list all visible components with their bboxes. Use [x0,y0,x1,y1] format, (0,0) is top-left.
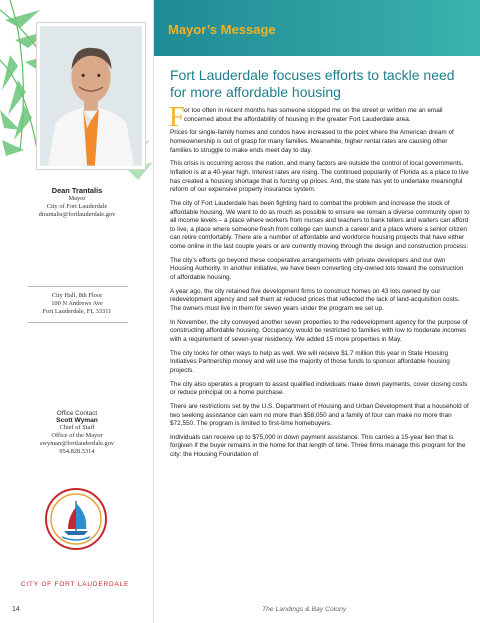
mayor-org: City of Fort Lauderdale [46,203,108,210]
paragraph: Prices for single-family homes and condos have increased to the point where the American dream of homeownership is out of grasp for many families. Meanwhile, higher rental rates are causing other families to struggle to make ends meet day to day. [170,129,454,154]
address-line-3: Fort Lauderdale, FL 33311 [42,308,112,315]
contact-office: Office of the Mayor [51,432,103,439]
sidebar [0,0,153,623]
paragraph: A year ago, the city retained five development firms to construct homes on 43 lots owned by our redevelopment agency and sell them at reduced prices that reflected the lack of land-acquisition costs. The owners must live in them for seven years under the program we set up. [170,287,460,312]
mayor-title: Mayor [68,195,86,202]
paragraph: The city also operates a program to assist qualified individuals make down payments, cover closing costs or reduce principal on a home purchase. [170,380,468,397]
column-divider [153,0,154,623]
office-address [6,292,148,316]
header-band [154,0,480,56]
mayor-name: Dean Trantalis [51,186,103,195]
paragraph: The city of Fort Lauderdale has been fighting hard to combat the problem and increase the stock of affordable housing. We want to do as much as possible to ensure we remain a diverse community open to all income levels – a place where workers from nurses and teachers to bank tellers and waiters can afford to live, a place where someone fresh from college can launch a career and a place where a senior citizen can retire comfortably. There are a number of affordable and workforce housing projects that have either come online in the last couple years or are currently moving through the design and construction process: [170,199,470,250]
paragraph: There are restrictions set by the U.S. Department of Housing and Urban Development that a household of two seeking assistance can earn no more than $58,050 and a family of four can make no more than $72,550. The program is limited to first-time homebuyers. [170,402,469,428]
contact-title: Chief of Staff [59,424,95,431]
mayor-email[interactable]: dtrantalis@fortlauderdale.gov [38,211,116,218]
lead-text: or too often in recent months has someone stopped me on the street or written me an email concerned about the affordability of housing in the greater Fort Lauderdale area. [184,107,443,123]
city-name: CITY OF FORT LAUDERDALE [20,581,130,588]
paragraph: This crisis is occurring across the nation, and many factors are outside the control of local governments. Inflation is at a 40-year high. Interest rates are rising. The continued popularity of Florida as a place to live has created a housing shortage that is forcing up prices. And, the state has yet to undertake meaningful reform of our expensive property insurance system. [170,160,469,194]
contact-phone: 954.828.5314 [59,448,95,455]
page-footer [0,603,480,623]
paragraph: In November, the city conveyed another seven properties to the redevelopment agency for the purpose of constructing affordable housing. Occupancy would be restricted to families with low to moderate incomes with a requirement of seven-year residency. We added 15 more properties in May. [170,318,468,343]
office-contact [6,410,148,456]
mayor-photo [40,26,142,166]
section-title: Mayor’s Message [168,22,276,37]
paragraph: Individuals can receive up to $75,000 in down payment assistance. This carries a 15-year lien that is forgiven if the buyer remains in the home for that length of time. Three firms manage this program for the city: the Housing Foundation of [170,433,466,459]
contact-heading: Office Contact [56,410,98,417]
mayor-info [6,186,148,219]
divider [28,286,128,287]
article [170,67,470,465]
city-seal-icon [44,487,108,551]
paragraph: The city’s efforts go beyond these cooperative arrangements with private developers and our own Housing Authority. In another initiative, we have been converting city-owned lots toward the construction of affordable housing. [170,256,464,281]
address-line-1: City Hall, 8th Floor [51,292,103,299]
article-headline: Fort Lauderdale focuses efforts to tackle need for more affordable housing [170,67,455,100]
address-line-2: 100 N Andrews Ave [51,300,103,307]
lead-paragraph [169,102,470,133]
contact-email[interactable]: swyman@fortlauderdale.gov [39,440,115,447]
page-number: 14 [12,606,20,613]
mayor-photo-frame [36,22,146,170]
contact-name: Scott Wyman [56,417,98,424]
paragraph: The city looks for other ways to help as well. We will receive $1.7 million this year in State Housing Initiatives Partnership money and will use the majority of those funds to sponsor affordable housing projects. [170,349,450,374]
divider [28,322,128,323]
drop-cap: F [169,102,185,133]
publication-name: The Landings & Bay Colony [262,606,347,613]
